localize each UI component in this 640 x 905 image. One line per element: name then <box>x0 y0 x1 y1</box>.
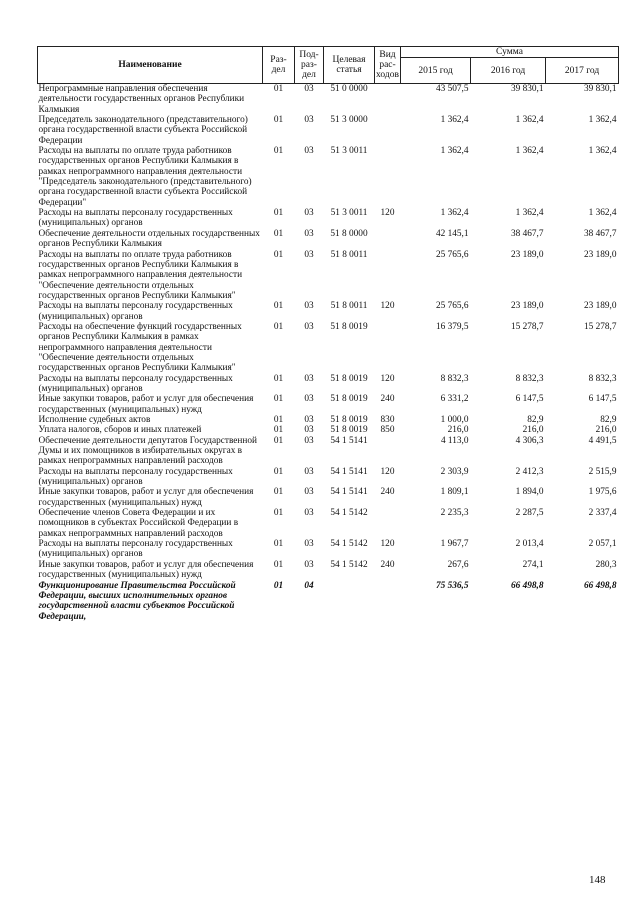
table-row <box>38 115 619 146</box>
header-year-2015: 2015 год <box>401 58 471 84</box>
row-target-article: 51 0 0000 <box>330 84 368 94</box>
row-sum-2016: 1 362,4 <box>515 146 544 157</box>
row-name: Расходы на выплаты персоналу государственных (муниципальных) органов <box>38 301 233 322</box>
row-sum-2017: 4 491,5 <box>588 435 617 446</box>
row-podrazdel: 03 <box>304 321 314 332</box>
row-sum-2017: 1 362,4 <box>588 146 617 157</box>
row-sum-2016: 1 362,4 <box>515 115 544 126</box>
row-sum-2017: 15 278,7 <box>583 321 617 332</box>
row-sum-2015: 2 303,9 <box>440 466 469 477</box>
row-expense-type <box>375 250 401 302</box>
table-row <box>38 436 619 467</box>
row-target-article: 51 8 0019 <box>330 321 368 332</box>
row-sum-2017: 2 337,4 <box>588 508 617 519</box>
row-expense-type: 830 <box>380 415 395 425</box>
row-sum-2016: 15 278,7 <box>510 321 544 332</box>
row-name: Иные закупки товаров, работ и услуг для обеспечения государственных (муниципальных) нужд <box>38 487 254 508</box>
row-name: Расходы на выплаты персоналу государственных (муниципальных) органов <box>38 373 233 394</box>
row-razdel: 01 <box>273 539 284 550</box>
row-sum-2017: 1 975,6 <box>588 487 617 498</box>
row-podrazdel: 03 <box>304 373 314 384</box>
row-target-article: 54 1 5142 <box>330 559 368 570</box>
row-sum-2017: 8 832,3 <box>588 373 617 384</box>
row-sum-2016: 216,0 <box>522 425 544 436</box>
row-target-article: 51 8 0019 <box>330 425 368 436</box>
row-name: Расходы на обеспечение функций государственных органов Республики Калмыкия в рамках непрограммного направления деятельности "Обеспечение деятельности отдельных государственных органов Республики Калмыкия" <box>38 321 242 374</box>
row-sum-2017: 39 830,1 <box>583 84 617 94</box>
table-row <box>38 301 619 322</box>
row-sum-2017: 280,3 <box>595 559 617 570</box>
row-name: Расходы на выплаты по оплате труда работников государственных органов Республики Калмыкия в рамках непрограммного направления деятельности "Председатель законодательного (представительного) органа государственной власти субъекта Российской Федерации" <box>38 146 252 208</box>
row-name: Функционирование Правительства Российской Федерации, высших исполнительных органов государственной власти субъектов Российской Федерации, <box>38 580 236 622</box>
row-sum-2016: 1 362,4 <box>515 208 544 219</box>
row-razdel: 01 <box>273 466 284 477</box>
row-target-article: 54 1 5141 <box>330 466 368 477</box>
row-razdel: 01 <box>273 508 284 519</box>
row-target-article: 54 1 5142 <box>330 508 368 519</box>
row-target-article: 51 3 0000 <box>330 115 368 126</box>
row-expense-type <box>375 229 401 250</box>
row-razdel: 01 <box>273 321 284 332</box>
row-target-article: 54 1 5141 <box>330 487 368 498</box>
row-sum-2016: 82,9 <box>527 415 544 425</box>
table-row <box>38 467 619 488</box>
row-podrazdel: 04 <box>304 580 314 591</box>
table-row <box>38 487 619 508</box>
row-sum-2017: 1 362,4 <box>588 115 617 126</box>
row-razdel: 01 <box>273 415 284 425</box>
table-row <box>38 84 619 116</box>
row-name: Иные закупки товаров, работ и услуг для обеспечения государственных (муниципальных) нужд <box>38 559 254 581</box>
row-sum-2015: 43 507,5 <box>435 84 469 94</box>
row-razdel: 01 <box>273 394 284 405</box>
row-sum-2015: 1 362,4 <box>440 115 469 126</box>
row-podrazdel: 03 <box>304 115 314 126</box>
row-sum-2015: 75 536,5 <box>435 580 469 591</box>
table-row <box>38 229 619 250</box>
row-podrazdel: 03 <box>304 508 314 519</box>
row-sum-2016: 66 498,8 <box>510 580 544 591</box>
row-podrazdel: 03 <box>304 539 314 550</box>
table-row <box>38 208 619 229</box>
row-target-article: 51 3 0011 <box>330 208 368 219</box>
row-razdel: 01 <box>273 487 284 498</box>
row-sum-2015: 1 362,4 <box>440 208 469 219</box>
row-name: Непрограммные направления обеспечения деятельности государственных органов Республики Калмыкия <box>38 84 245 115</box>
row-expense-type: 240 <box>380 487 395 498</box>
table-row <box>38 394 619 415</box>
row-expense-type <box>375 436 401 467</box>
row-name: Расходы на выплаты персоналу государственных (муниципальных) органов <box>38 539 233 560</box>
row-sum-2015: 1 809,1 <box>440 487 469 498</box>
row-podrazdel: 03 <box>304 425 314 436</box>
table-row <box>38 425 619 435</box>
row-razdel: 01 <box>273 84 284 94</box>
row-podrazdel: 03 <box>304 487 314 498</box>
header-year-2017: 2017 год <box>546 58 619 84</box>
row-sum-2015: 267,6 <box>447 559 469 570</box>
row-expense-type: 120 <box>380 301 395 312</box>
row-sum-2017: 38 467,7 <box>583 228 617 239</box>
row-sum-2016: 2 013,4 <box>515 539 544 550</box>
header-expense-type: Вид рас-ходов <box>375 47 401 84</box>
row-sum-2017: 2 057,1 <box>588 539 617 550</box>
budget-table <box>37 46 619 622</box>
row-expense-type <box>375 115 401 146</box>
table-row <box>38 415 619 425</box>
row-name: Иные закупки товаров, работ и услуг для обеспечения государственных (муниципальных) нужд <box>38 394 254 415</box>
table-row <box>38 146 619 208</box>
table-row <box>38 250 619 302</box>
row-podrazdel: 03 <box>304 466 314 477</box>
table-row <box>38 374 619 395</box>
row-sum-2015: 1 000,0 <box>440 415 469 425</box>
row-expense-type <box>375 322 401 374</box>
row-name: Председатель законодательного (представительного) органа государственной власти субъекта Российской Федерации <box>38 115 248 146</box>
row-expense-type: 850 <box>380 425 395 436</box>
header-sum: Сумма <box>401 47 619 58</box>
row-sum-2015: 42 145,1 <box>435 228 469 239</box>
row-podrazdel: 03 <box>304 559 314 570</box>
row-name: Исполнение судебных актов <box>38 415 151 425</box>
row-expense-type: 120 <box>380 539 395 550</box>
row-sum-2015: 25 765,6 <box>435 301 469 312</box>
row-target-article: 51 8 0019 <box>330 415 368 425</box>
row-sum-2017: 23 189,0 <box>583 301 617 312</box>
header-target-article: Целевая статья <box>324 47 375 84</box>
row-sum-2016: 1 894,0 <box>515 487 544 498</box>
row-sum-2015: 1 362,4 <box>440 146 469 157</box>
row-sum-2015: 6 331,2 <box>440 394 469 405</box>
row-expense-type: 120 <box>380 373 395 384</box>
row-razdel: 01 <box>273 559 284 570</box>
row-razdel: 01 <box>273 580 284 591</box>
row-sum-2016: 39 830,1 <box>510 84 544 94</box>
row-target-article: 51 8 0011 <box>330 301 368 312</box>
row-target-article: 51 8 0019 <box>330 373 368 384</box>
table-row <box>38 560 619 581</box>
row-sum-2015: 216,0 <box>447 425 469 436</box>
row-name: Уплата налогов, сборов и иных платежей <box>38 425 202 436</box>
row-razdel: 01 <box>273 146 284 157</box>
table-body <box>38 84 619 622</box>
row-expense-type: 240 <box>380 559 395 570</box>
row-sum-2017: 82,9 <box>600 415 617 425</box>
row-sum-2015: 2 235,3 <box>440 508 469 519</box>
row-sum-2017: 23 189,0 <box>583 249 617 260</box>
row-name: Обеспечение деятельности отдельных государственных органов Республики Калмыкия <box>38 228 260 250</box>
row-razdel: 01 <box>273 115 284 126</box>
row-razdel: 01 <box>273 425 284 436</box>
row-target-article: 54 1 5142 <box>330 539 368 550</box>
row-razdel: 01 <box>273 435 284 446</box>
row-target-article: 51 8 0019 <box>330 394 368 405</box>
row-sum-2017: 1 362,4 <box>588 208 617 219</box>
row-expense-type <box>375 508 401 539</box>
row-name: Расходы на выплаты персоналу государственных (муниципальных) органов <box>38 466 233 488</box>
row-sum-2015: 8 832,3 <box>440 373 469 384</box>
table-row <box>38 539 619 560</box>
row-expense-type <box>375 146 401 208</box>
row-razdel: 01 <box>273 373 284 384</box>
header-name: Наименование <box>38 47 263 84</box>
row-name: Обеспечение членов Совета Федерации и их помощников в субъектах Российской Федерации в рамках непрограммных направлений расходов <box>38 508 239 539</box>
row-sum-2015: 16 379,5 <box>435 321 469 332</box>
row-podrazdel: 03 <box>304 84 314 94</box>
row-sum-2016: 2 412,3 <box>515 466 544 477</box>
row-razdel: 01 <box>273 208 284 219</box>
row-expense-type <box>375 84 401 116</box>
row-razdel: 01 <box>273 301 284 312</box>
row-sum-2015: 25 765,6 <box>435 249 469 260</box>
row-podrazdel: 03 <box>304 249 314 260</box>
row-podrazdel: 03 <box>304 435 314 446</box>
row-sum-2017: 2 515,9 <box>588 466 617 477</box>
row-target-article: 51 8 0000 <box>330 228 368 239</box>
row-sum-2016: 4 306,3 <box>515 435 544 446</box>
budget-table-sheet <box>37 46 618 622</box>
page-number: 148 <box>589 874 606 886</box>
row-sum-2016: 2 287,5 <box>515 508 544 519</box>
row-razdel: 01 <box>273 249 284 260</box>
row-name: Расходы на выплаты персоналу государственных (муниципальных) органов <box>38 208 233 229</box>
row-sum-2016: 8 832,3 <box>515 373 544 384</box>
row-sum-2016: 38 467,7 <box>510 228 544 239</box>
row-podrazdel: 03 <box>304 415 314 425</box>
row-podrazdel: 03 <box>304 146 314 157</box>
row-sum-2016: 23 189,0 <box>510 249 544 260</box>
row-podrazdel: 03 <box>304 208 314 219</box>
row-name: Расходы на выплаты по оплате труда работников государственных органов Республики Калмыкия в рамках непрограммного направления деятельности "Обеспечение деятельности отдельных государственных органов Республики Калмыкия" <box>38 249 243 301</box>
row-sum-2017: 6 147,5 <box>588 394 617 405</box>
table-row <box>38 322 619 374</box>
row-expense-type: 240 <box>380 394 395 405</box>
row-razdel: 01 <box>273 228 284 239</box>
row-target-article: 51 3 0011 <box>330 146 368 157</box>
row-expense-type <box>375 581 401 622</box>
row-target-article: 54 1 5141 <box>330 435 368 446</box>
row-target-article: 51 8 0011 <box>330 249 368 260</box>
header-razdel: Раз-дел <box>263 47 295 84</box>
row-sum-2016: 23 189,0 <box>510 301 544 312</box>
row-podrazdel: 03 <box>304 301 314 312</box>
row-sum-2017: 66 498,8 <box>583 580 617 591</box>
row-target-article <box>324 581 375 622</box>
row-sum-2016: 6 147,5 <box>515 394 544 405</box>
row-expense-type: 120 <box>380 208 395 219</box>
row-name: Обеспечение деятельности депутатов Государственной Думы и их помощников в избирательных округах в рамках непрограммных направлений расходов <box>38 435 258 467</box>
header-year-2016: 2016 год <box>471 58 546 84</box>
row-podrazdel: 03 <box>304 228 314 239</box>
table-row <box>38 581 619 622</box>
row-sum-2017: 216,0 <box>595 425 617 436</box>
row-sum-2015: 4 113,0 <box>440 435 469 446</box>
row-expense-type: 120 <box>380 466 395 477</box>
table-row <box>38 508 619 539</box>
row-sum-2016: 274,1 <box>522 559 544 570</box>
header-podrazdel: Под-раз-дел <box>295 47 324 84</box>
row-sum-2015: 1 967,7 <box>440 539 469 550</box>
row-podrazdel: 03 <box>304 394 314 405</box>
